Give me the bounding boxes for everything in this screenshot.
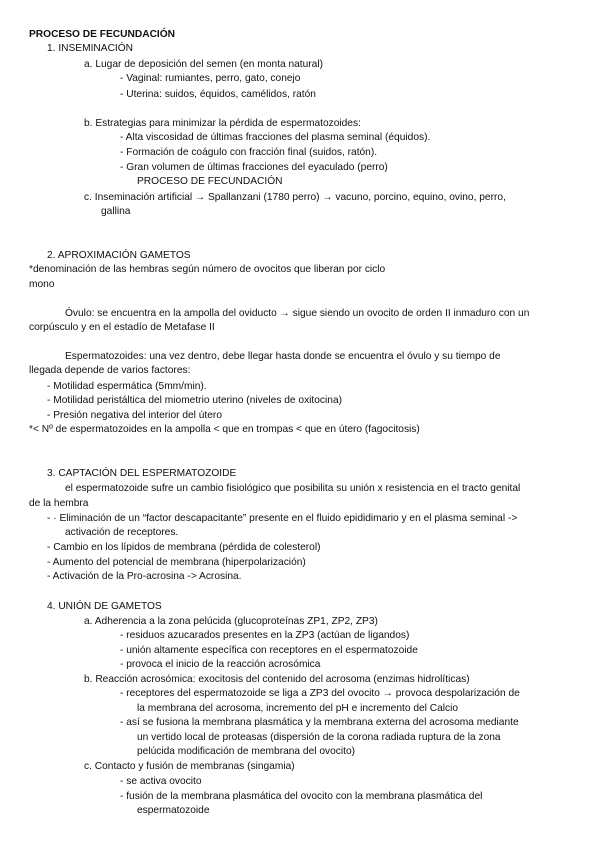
s1-a: a. Lugar de deposición del semen (en monta natural) <box>84 59 323 70</box>
s3-item: - Cambio en los lípidos de membrana (pérdida de colesterol) <box>47 542 321 553</box>
s2-esp: llegada depende de varios factores: <box>29 365 191 376</box>
s1-c-cont: gallina <box>101 206 131 217</box>
s2-ovulo: Óvulo: se encuentra en la ampolla del oviducto → sigue siendo un ovocito de orden II inmaduro con un <box>65 308 530 319</box>
s3-item: - · Eliminación de un “factor descapacitante” presente en el fluido epididimario y en el plasma seminal -> <box>47 513 518 524</box>
s1-b-item: - Alta viscosidad de últimas fracciones del plasma seminal (équidos). <box>120 132 431 143</box>
s2-note: *< Nº de espermatozoides en la ampolla < que en trompas < que en útero (fagocitosis) <box>29 424 420 435</box>
s1-b-note: PROCESO DE FECUNDACIÓN <box>137 176 283 187</box>
s4-b-item: pelúcida modificación de membrana del ovocito) <box>137 746 356 757</box>
document-title: PROCESO DE FECUNDACIÓN <box>29 29 176 40</box>
s3-intro: el espermatozoide sufre un cambio fisiológico que posibilita su unión x resistencia en el tracto genital <box>65 483 521 494</box>
s3-item: activación de receptores. <box>65 527 179 538</box>
s4-c-item: - se activa ovocito <box>120 776 202 787</box>
s2-item: - Motilidad espermática (5mm/min). <box>47 381 207 392</box>
s4-a-item: - provoca el inicio de la reacción acrosómica <box>120 659 321 670</box>
s4-a-item: - residuos azucarados presentes en la ZP3 (actúan de ligandos) <box>120 630 410 641</box>
s4-b: b. Reacción acrosómica: exocitosis del contenido del acrosoma (enzimas hidrolíticas) <box>84 674 470 685</box>
section-2-heading: 2. APROXIMACIÓN GAMETOS <box>47 250 191 261</box>
s1-a-item: - Vaginal: rumiantes, perro, gato, conejo <box>120 73 301 84</box>
s1-b-item: - Gran volumen de últimas fracciones del eyaculado (perro) <box>120 162 388 173</box>
s4-c: c. Contacto y fusión de membranas (singamia) <box>84 761 295 772</box>
s2-esp: Espermatozoides: una vez dentro, debe llegar hasta donde se encuentra el óvulo y su tiempo de <box>65 351 501 362</box>
s4-a-item: - unión altamente específica con receptores en el espermatozoide <box>120 645 418 656</box>
s4-b-item: - receptores del espermatozoide se liga a ZP3 del ovocito → provoca despolarización de <box>120 688 520 699</box>
s2-ovulo: corpúsculo y en el estadío de Metafase II <box>29 322 215 333</box>
section-1-heading: 1. INSEMINACIÓN <box>47 43 134 54</box>
s2-note: *denominación de las hembras según número de ovocitos que liberan por ciclo <box>29 264 386 275</box>
s4-b-item: un vertido local de proteasas (dispersión de la corona radiada ruptura de la zona <box>137 732 501 743</box>
s1-b-item: - Formación de coágulo con fracción final (suidos, ratón). <box>120 147 378 158</box>
s3-item: - Activación de la Pro-acrosina -> Acrosina. <box>47 571 242 582</box>
s1-b: b. Estrategias para minimizar la pérdida de espermatozoides: <box>84 118 361 129</box>
section-4-heading: 4. UNIÓN DE GAMETOS <box>47 601 162 612</box>
s1-c: c. Inseminación artificial → Spallanzani (1780 perro) → vacuno, porcino, equino, ovino, perro, <box>84 192 506 203</box>
s4-a: a. Adherencia a la zona pelúcida (glucoproteínas ZP1, ZP2, ZP3) <box>84 616 378 627</box>
s4-c-item: - fusión de la membrana plasmática del ovocito con la membrana plasmática del <box>120 791 483 802</box>
s3-intro: de la hembra <box>29 498 89 509</box>
s2-item: - Presión negativa del interior del útero <box>47 410 222 421</box>
s1-a-item: - Uterina: suidos, équidos, camélidos, ratón <box>120 89 316 100</box>
s4-c-item: espermatozoide <box>137 805 210 816</box>
s2-item: - Motilidad peristáltica del miometrio uterino (niveles de oxitocina) <box>47 395 342 406</box>
s4-b-item: - así se fusiona la membrana plasmática y la membrana externa del acrosoma mediante <box>120 717 519 728</box>
s4-b-item: la membrana del acrosoma, incremento del pH e incremento del Calcio <box>137 703 459 714</box>
s3-item: - Aumento del potencial de membrana (hiperpolarización) <box>47 557 306 568</box>
s2-note: mono <box>29 279 55 290</box>
section-3-heading: 3. CAPTACIÓN DEL ESPERMATOZOIDE <box>47 468 237 479</box>
